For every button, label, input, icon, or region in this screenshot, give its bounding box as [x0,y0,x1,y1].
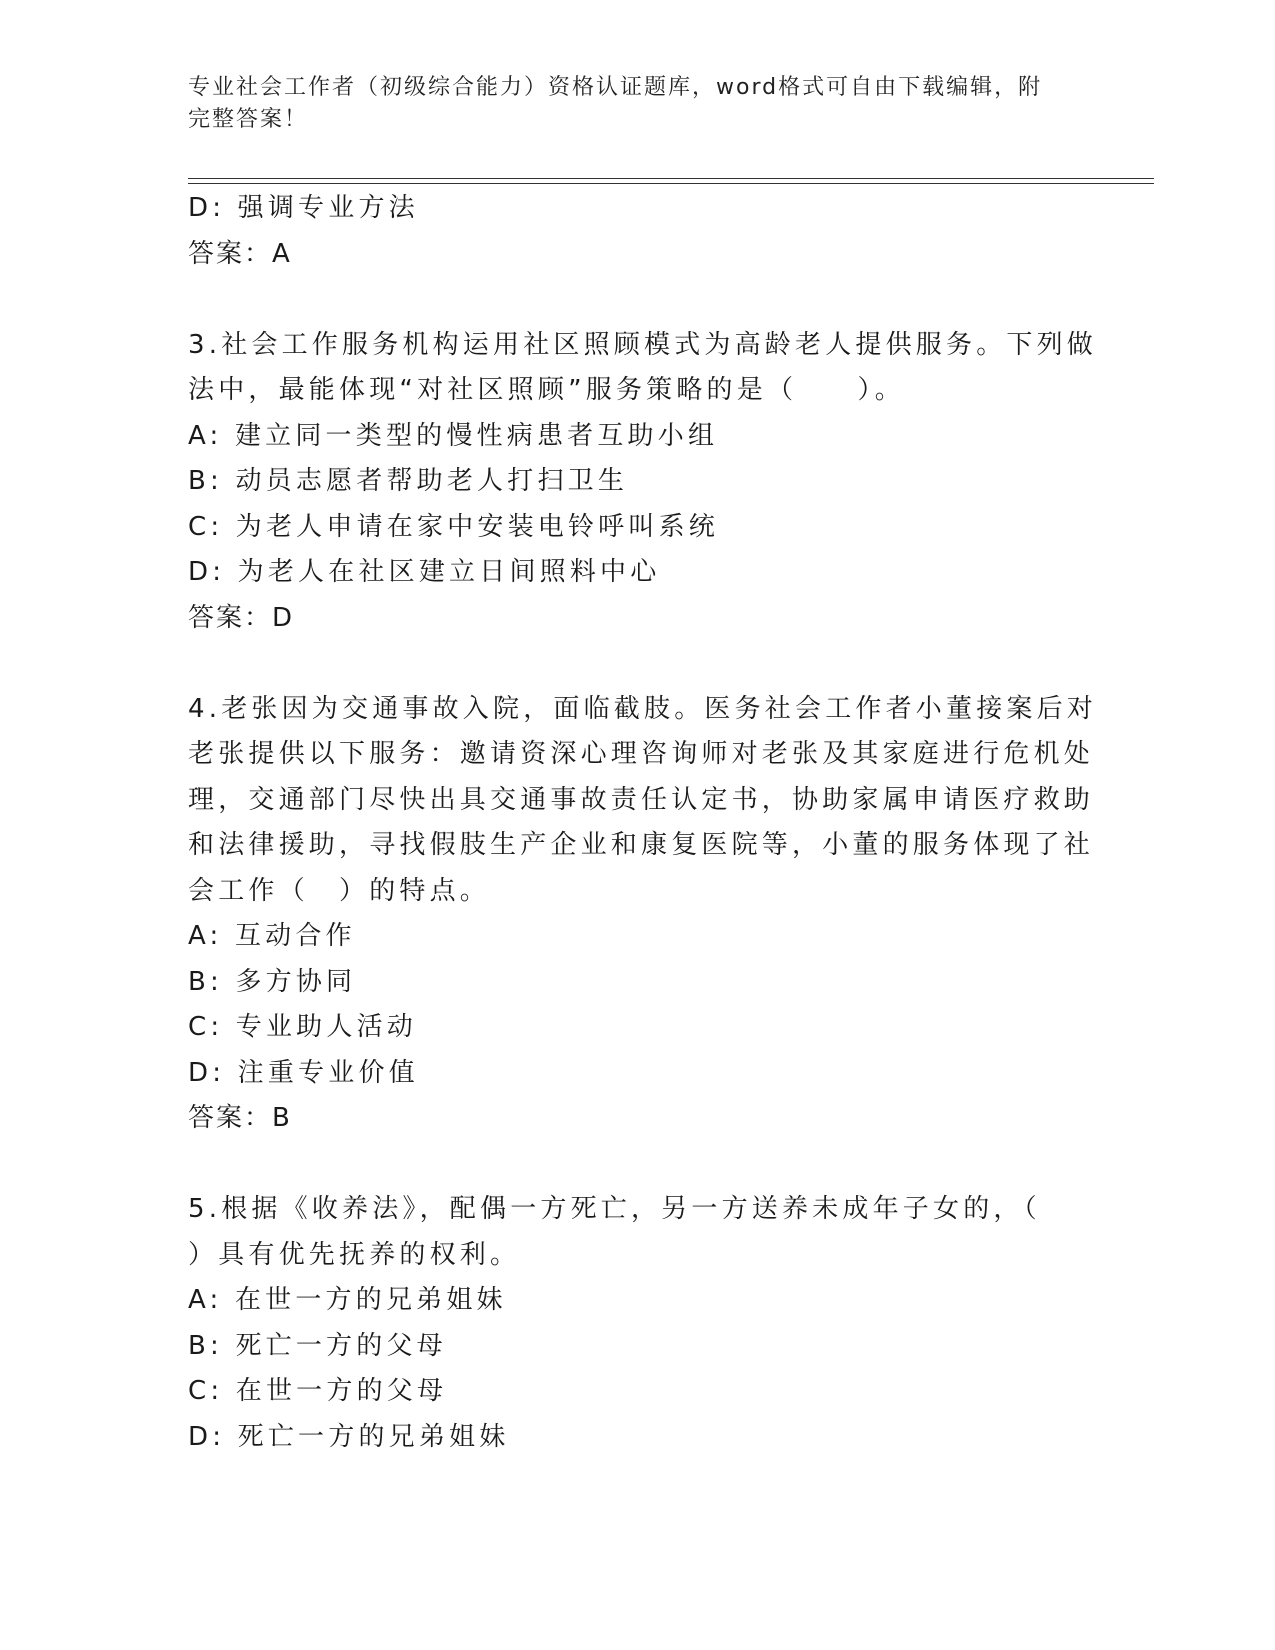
option-b: B: 多方协同 [188,966,357,997]
question-stem: 法中，最能体现“对社区照顾”服务策略的是（ ）。 [188,375,905,405]
option-d: D: 死亡一方的兄弟姐妹 [188,1421,510,1452]
header-line-2: 完整答案！ [188,107,309,132]
header-rule-bottom [188,183,1154,184]
question-stem: 老张提供以下服务：邀请资深心理咨询师对老张及其家庭进行危机处 [188,739,1095,769]
option-a: A: 建立同一类型的慢性病患者互助小组 [188,420,719,451]
question-stem: 4.老张因为交通事故入院，面临截肢。医务社会工作者小董接案后对 [188,693,1098,724]
option-d: D: 强调专业方法 [188,193,419,223]
option-d: D: 为老人在社区建立日间照料中心 [188,557,661,587]
header-rule-top [188,178,1154,179]
question-3 [188,323,1098,642]
question-5 [188,1187,1068,1460]
document-header [188,72,1068,136]
option-a: A: 互动合作 [188,921,356,951]
option-c: C: 为老人申请在家中安装电铃呼叫系统 [188,511,719,542]
option-a: A: 在世一方的兄弟姐妹 [188,1285,507,1315]
option-b: B: 死亡一方的父母 [188,1330,447,1361]
answer: 答案：D [188,602,295,633]
header-line-1: 专业社会工作者（初级综合能力）资格认证题库，word格式可自由下载编辑，附 [188,75,1043,100]
question-stem: 理，交通部门尽快出具交通事故责任认定书，协助家属申请医疗救助 [188,784,1095,815]
question-stem: ）具有优先抚养的权利。 [188,1239,521,1270]
answer: 答案：A [188,238,292,269]
question-stem: 5.根据《收养法》，配偶一方死亡，另一方送养未成年子女的，（ [188,1194,1041,1224]
document-body [188,186,1098,1460]
question-stem: 会工作（ ）的特点。 [188,875,491,906]
option-d: D: 注重专业价值 [188,1057,419,1088]
answer: 答案：B [188,1103,292,1133]
question-stem: 3.社会工作服务机构运用社区照顾模式为高龄老人提供服务。下列做 [188,329,1098,360]
option-b: B: 动员志愿者帮助老人打扫卫生 [188,466,629,496]
question-stem: 和法律援助，寻找假肢生产企业和康复医院等，小董的服务体现了社 [188,830,1095,860]
option-c: C: 专业助人活动 [188,1012,417,1042]
question-4 [188,687,1098,1142]
question-2-tail [188,186,1068,277]
option-c: C: 在世一方的父母 [188,1376,448,1406]
